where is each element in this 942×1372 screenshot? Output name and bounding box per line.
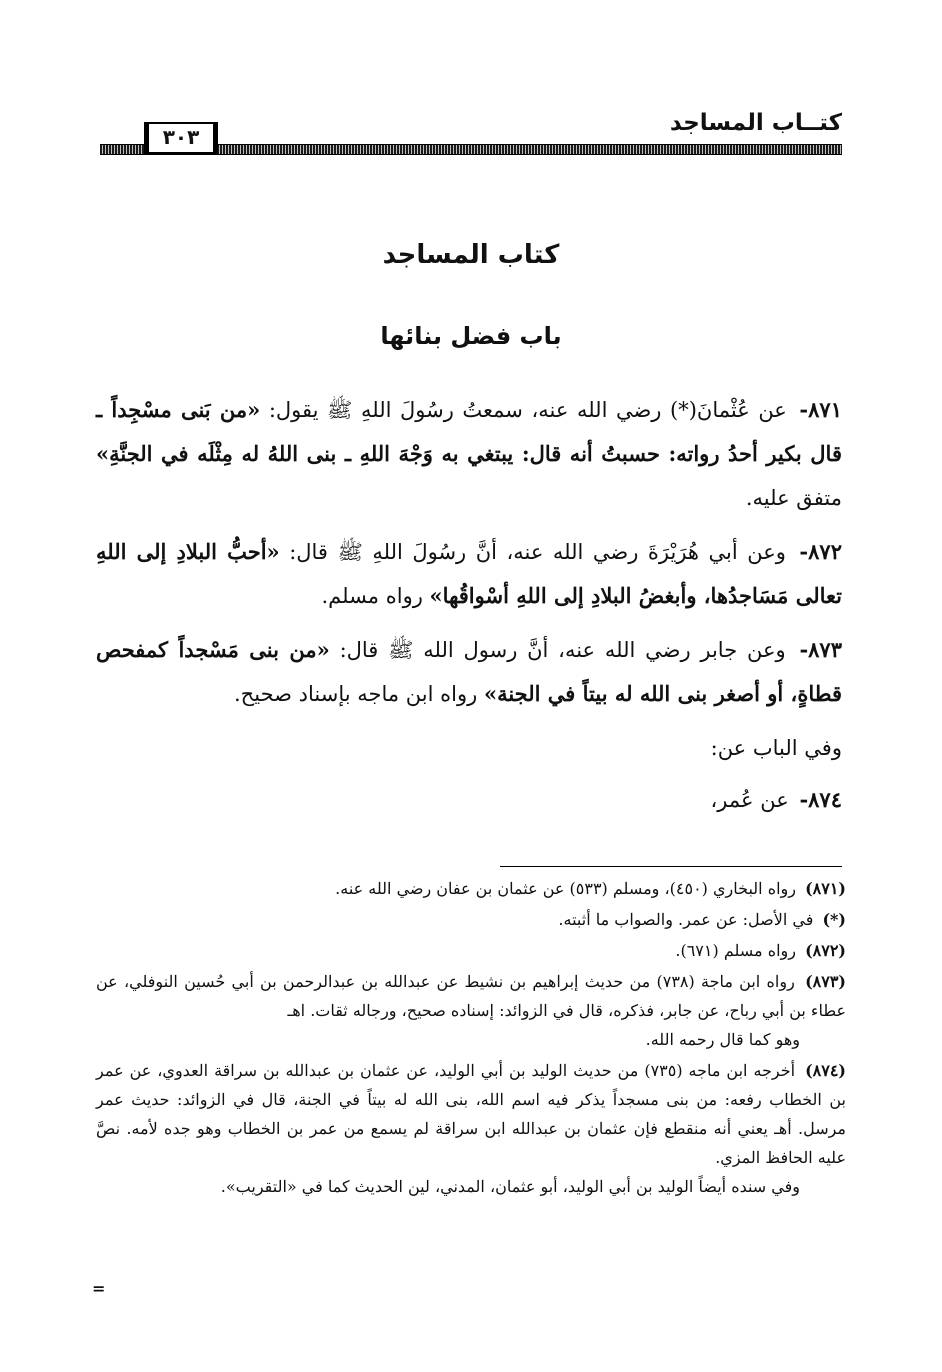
footnote-number: (*) <box>822 910 846 929</box>
footnote-text: أخرجه ابن ماجه (٧٣٥) من حديث الوليد بن أبي الوليد، عن عثمان بن عبدالله بن سراقة العدوي، عن عمر بن الخطاب رفعه: من بنى مسجداً يذكر فيه اسم الله، بنى الله له بيتاً في الجنة، قال في الزوائد: حديث عمر مرسل. أهـ يعني أنه منقطع فإن عثمان بن عبدالله ابن سراقة لم يسمع من عمر بن الخطاب وهو جده لأمه. نصَّ عليه الحافظ المزي. <box>96 1061 846 1167</box>
footnote-continuation: وهو كما قال رحمه الله. <box>645 1030 800 1049</box>
footnote-text: في الأصل: عن عمر. والصواب ما أثبته. <box>558 910 814 929</box>
running-title: كتــاب المساجد <box>669 110 842 136</box>
footnote-asterisk <box>96 905 846 934</box>
chapter-title: باب فضل بنائها <box>380 322 562 350</box>
fi-al-bab-line: وفي الباب عن: <box>710 736 842 760</box>
hadith-intro: وعن أبي هُرَيْرَةَ رضي الله عنه، أنَّ رسُولَ اللهِ ﷺ قال: <box>289 540 786 564</box>
footnote-number: (٨٧١) <box>805 879 846 898</box>
hadith-text: عن عُمر، <box>710 788 789 812</box>
hadith-number: ٨٧٤- <box>799 787 842 812</box>
hadith-intro: عن عُثْمانَ(*) رضي الله عنه، سمعتُ رسُولَ اللهِ ﷺ يقول: <box>268 398 787 422</box>
hadith-872 <box>96 530 842 618</box>
footnote-text: رواه ابن ماجة (٧٣٨) من حديث إبراهيم بن نشيط عن عبدالله بن عبدالرحمن بن أبي حُسين النوفلي، عن عطاء بن أبي رباح، عن جابر، فذكره، قال في الزوائد: إسناده صحيح، ورجاله ثقات. اهـ <box>96 972 846 1020</box>
footnote-871 <box>96 874 846 903</box>
hadith-number: ٨٧١- <box>799 397 842 422</box>
footnote-873 <box>96 967 846 1054</box>
hadith-intro: وعن جابر رضي الله عنه، أنَّ رسول الله ﷺ قال: <box>339 638 786 662</box>
hadith-quote: «من بَنى مسْجِداً ـ قال بكير أحدُ رواته: حسبتُ أنه قال: يبتغي به وَجْهَ اللهِ ـ بنى اللهُ له مِثْلَه في الجنَّةِ» <box>96 397 842 466</box>
running-header <box>100 108 842 160</box>
hadith-871 <box>96 388 842 520</box>
book-title: كتاب المساجد <box>382 240 560 270</box>
footnote-text: رواه مسلم (٦٧١). <box>675 941 796 960</box>
footnote-continuation: وفي سنده أيضاً الوليد بن أبي الوليد، أبو عثمان، المدني، لين الحديث كما في «التقريب». <box>220 1177 800 1196</box>
hadith-number: ٨٧٢- <box>799 539 842 564</box>
hadith-quote: «أحبُّ البلادِ إلى اللهِ تعالى مَسَاجدُها، وأبغضُ البلادِ إلى اللهِ أسْواقُها» <box>96 539 842 608</box>
hadith-source: متفق عليه. <box>745 486 842 510</box>
hadith-quote: «من بنى مَسْجداً كمفحص قطاةٍ، أو أصغر بنى الله له بيتاً في الجنة» <box>96 637 842 706</box>
hadith-source: رواه ابن ماجه بإسناد صحيح. <box>234 682 478 706</box>
footnotes <box>96 874 846 1203</box>
continuation-mark: = <box>92 1279 106 1298</box>
page-number: ٣٠٣ <box>144 122 218 154</box>
hadith-source: رواه مسلم. <box>321 584 423 608</box>
footnote-number: (٨٧٣) <box>805 972 846 991</box>
footnote-874 <box>96 1056 846 1201</box>
hadith-number: ٨٧٣- <box>799 637 842 662</box>
main-text <box>96 388 842 828</box>
hadith-873 <box>96 628 842 716</box>
footnote-text: رواه البخاري (٤٥٠)، ومسلم (٥٣٣) عن عثمان بن عفان رضي الله عنه. <box>335 879 796 898</box>
footnote-divider <box>500 866 842 867</box>
footnote-872 <box>96 936 846 965</box>
footnote-number: (٨٧٤) <box>805 1061 846 1080</box>
footnote-number: (٨٧٢) <box>805 941 846 960</box>
hadith-874 <box>96 778 842 822</box>
